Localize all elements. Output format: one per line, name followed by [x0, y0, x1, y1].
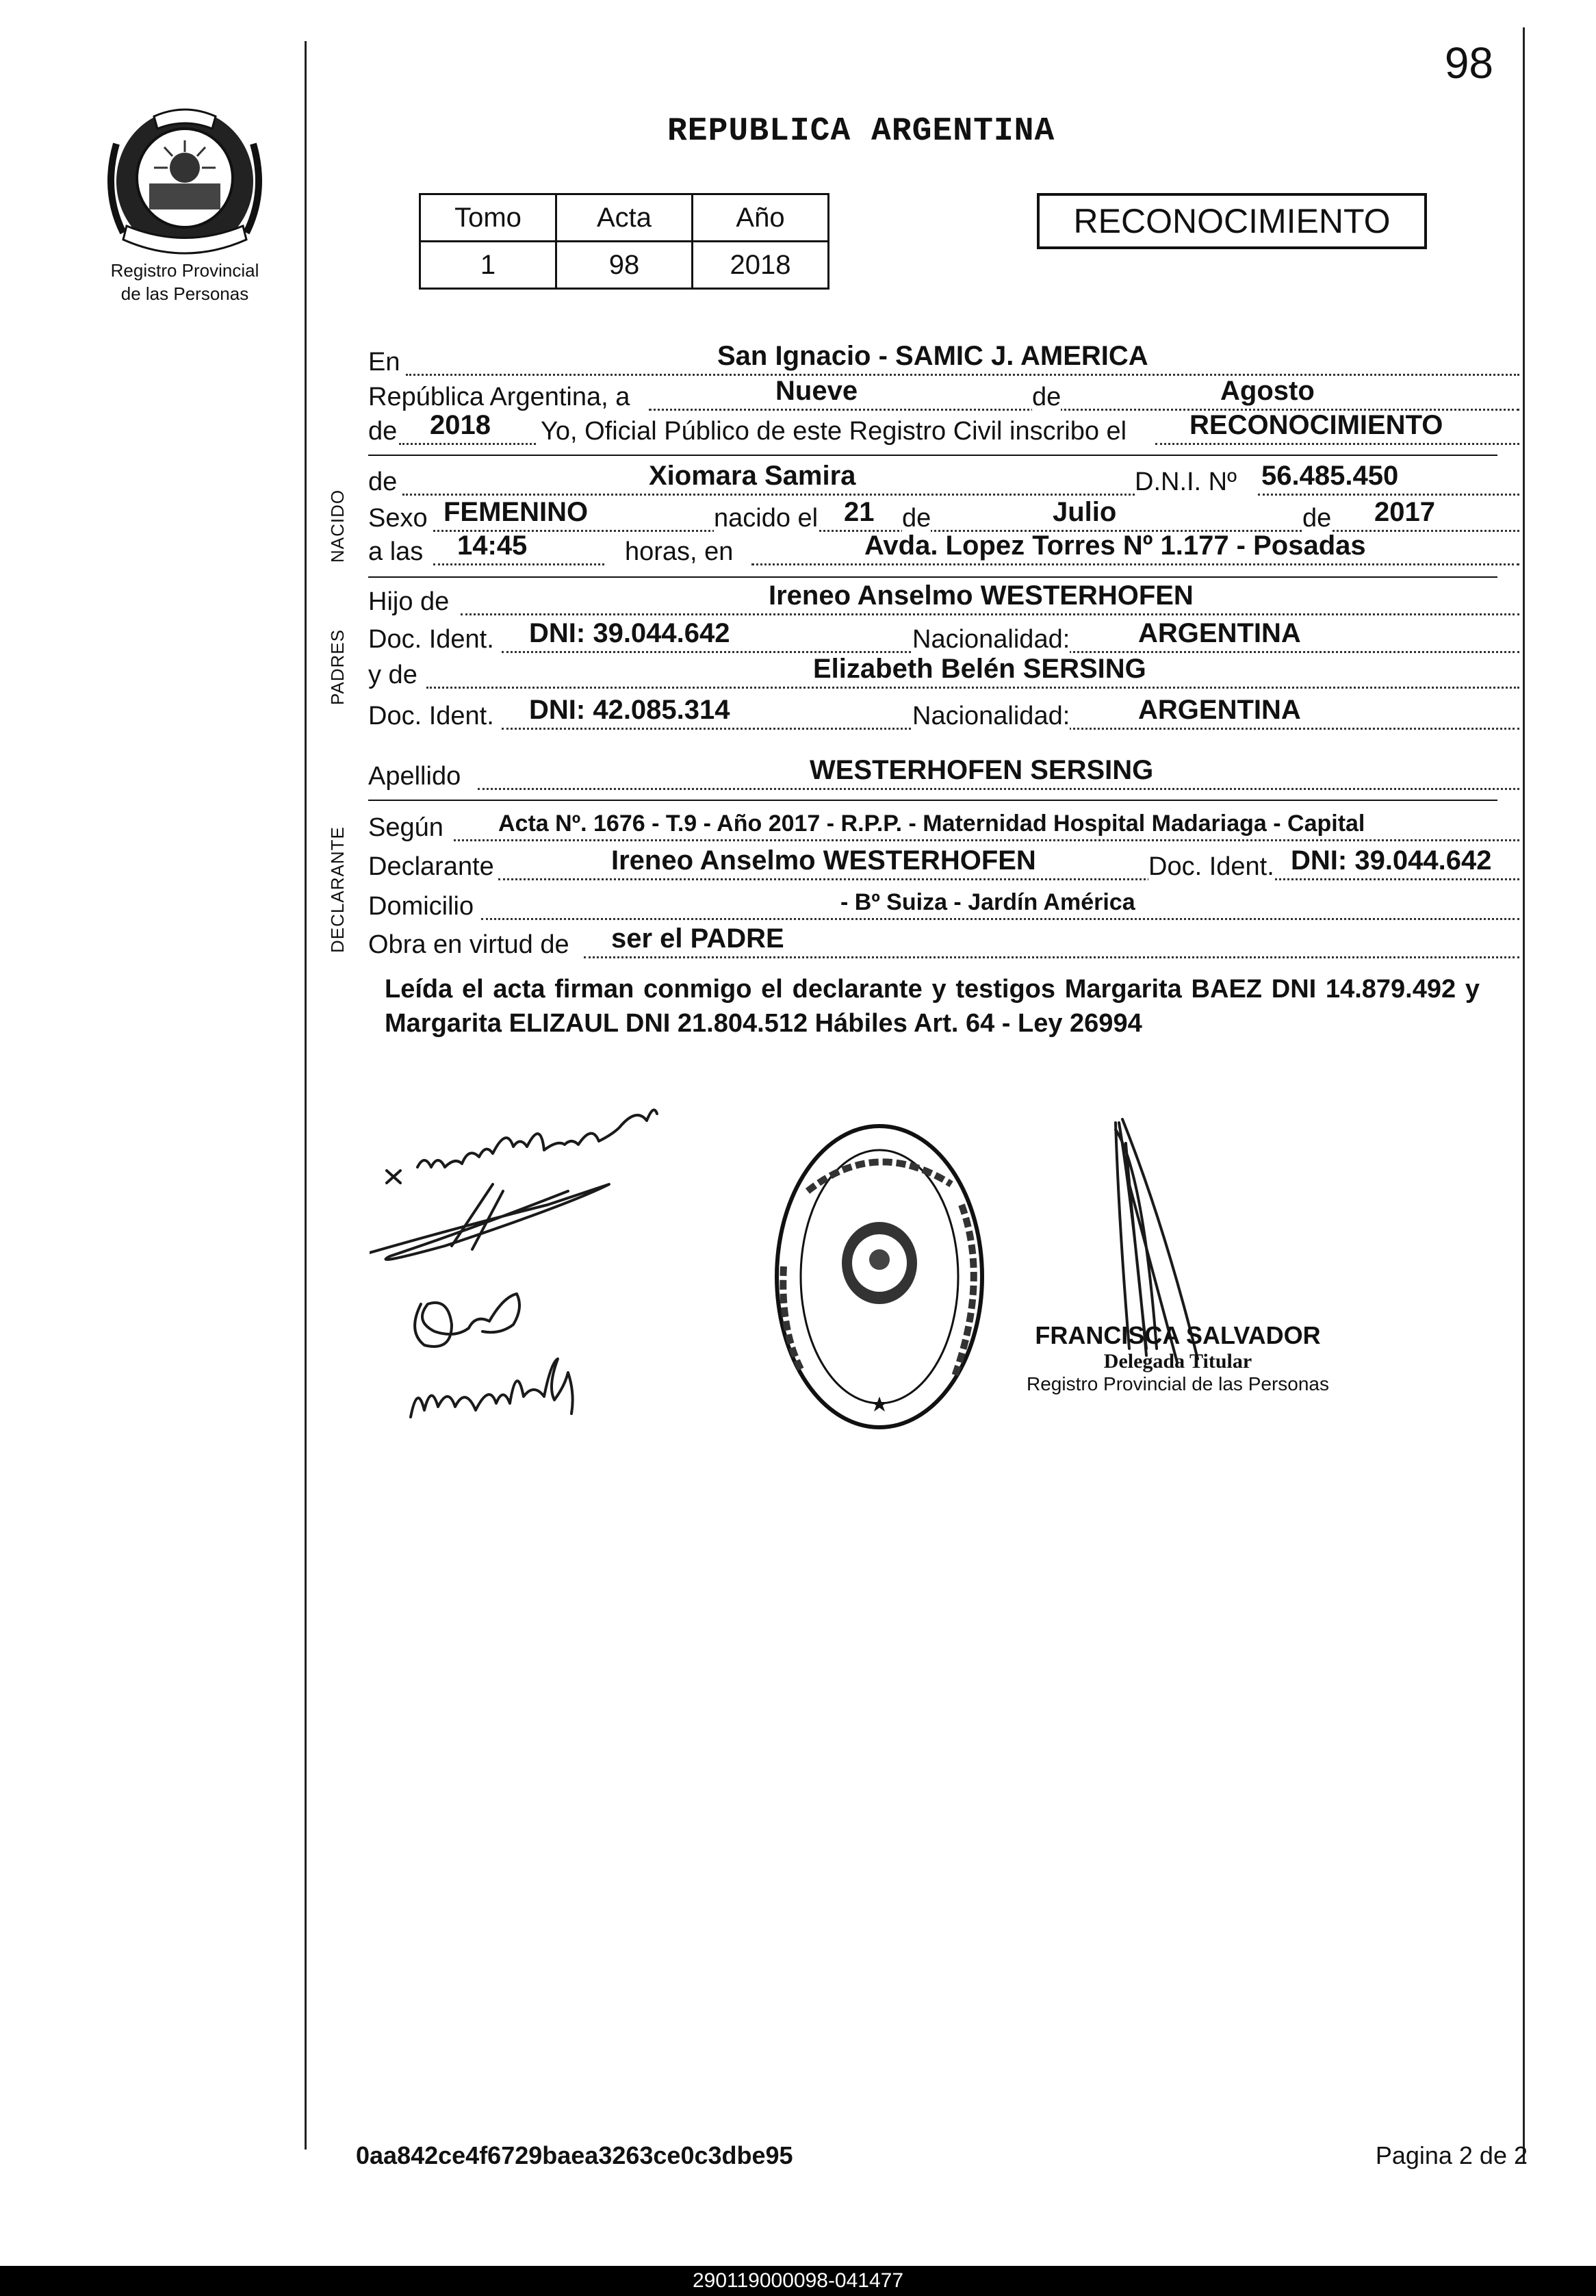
province-seal-icon	[96, 103, 274, 260]
declarant-signature-flourish	[370, 1184, 609, 1260]
value-birth-place: Avda. Lopez Torres Nº 1.177 - Posadas	[864, 531, 1366, 561]
dotted-line	[478, 788, 1519, 790]
label-en: En	[368, 348, 400, 377]
value-declarant-doc: DNI: 39.044.642	[1291, 845, 1492, 876]
value-birth-month: Julio	[1053, 497, 1117, 527]
registry-stamp-icon	[767, 1116, 992, 1438]
dotted-line	[433, 563, 604, 565]
value-tomo: 1	[420, 242, 556, 289]
label-de-year: de	[368, 417, 398, 446]
value-segun: Acta Nº. 1676 - T.9 - Año 2017 - R.P.P. - Maternidad Hospital Madariaga - Capital	[498, 811, 1365, 837]
value-year: 2018	[430, 410, 491, 440]
row-time-place	[368, 531, 1519, 570]
row-surname	[368, 755, 1519, 794]
label-segun: Según	[368, 813, 443, 842]
value-father-name: Ireneo Anselmo WESTERHOFEN	[769, 581, 1194, 611]
label-horas: horas, en	[625, 537, 734, 566]
label-dni: D.N.I. Nº	[1135, 468, 1237, 496]
closing-statement: Leída el acta firman conmigo el declarante y testigos Margarita BAEZ DNI 14.879.492 y Margarita ELIZAUL DNI 21.804.512 Hábiles Art. 64 - Ley 26994	[385, 975, 1480, 1038]
row-mother	[368, 654, 1519, 693]
value-place-of-registration: San Ignacio - SAMIC J. AMERICA	[717, 341, 1148, 371]
header-tomo: Tomo	[420, 194, 556, 242]
caption-line-2: de las Personas	[120, 283, 249, 304]
dotted-line	[1258, 494, 1519, 496]
delegate-org: Registro Provincial de las Personas	[1027, 1373, 1329, 1394]
value-day: Nueve	[775, 376, 858, 406]
value-hour: 14:45	[457, 531, 528, 561]
caption-line-1: Registro Provincial	[110, 260, 259, 281]
left-margin-rule	[305, 41, 307, 2150]
header-acta: Acta	[556, 194, 693, 242]
label-doc-mother: Doc. Ident.	[368, 702, 494, 730]
delegate-role: Delegada Titular	[1103, 1350, 1252, 1373]
dotted-line	[751, 563, 1519, 565]
value-month: Agosto	[1220, 376, 1315, 406]
section-divider	[368, 576, 1497, 578]
row-name	[368, 461, 1519, 500]
section-divider	[368, 800, 1497, 801]
side-label-born: NACIDO	[327, 489, 348, 563]
label-sexo: Sexo	[368, 504, 428, 533]
value-ano: 2018	[693, 242, 829, 289]
value-mother-doc: DNI: 42.085.314	[529, 695, 730, 725]
label-inscribo: Yo, Oficial Público de este Registro Civil inscribo el	[541, 417, 1127, 446]
label-de-birthyear: de	[1302, 504, 1332, 533]
dotted-line	[426, 687, 1519, 689]
dotted-line	[1155, 443, 1519, 445]
label-nacido: nacido el	[714, 504, 819, 533]
delegate-name: FRANCISCA SALVADOR	[1035, 1321, 1321, 1349]
label-obra: Obra en virtud de	[368, 930, 569, 959]
act-type-box: RECONOCIMIENTO	[1037, 193, 1427, 249]
pagination: Pagina 2 de 2	[1375, 2141, 1528, 2169]
dotted-line	[454, 839, 1519, 841]
value-obra: ser el PADRE	[611, 923, 784, 954]
label-republic: República Argentina, a	[368, 383, 630, 411]
declarant-handwritten-name	[417, 1110, 657, 1167]
row-father	[368, 581, 1519, 620]
label-de-name: de	[368, 468, 398, 496]
label-doc-declarant: Doc. Ident.	[1148, 852, 1274, 881]
right-margin-rule	[1523, 27, 1525, 2163]
value-father-doc: DNI: 39.044.642	[529, 618, 730, 648]
value-inscribo: RECONOCIMIENTO	[1189, 410, 1443, 440]
value-domicile: - Bº Suiza - Jardín América	[840, 889, 1135, 915]
value-birth-day: 21	[844, 497, 875, 527]
dotted-line	[498, 878, 1519, 880]
row-domicile	[368, 890, 1519, 924]
label-domicilio: Domicilio	[368, 892, 474, 921]
label-nationality-father: Nacionalidad:	[912, 625, 1070, 654]
side-label-declarant: DECLARANTE	[327, 826, 348, 953]
row-mother-doc	[368, 695, 1519, 734]
value-child-name: Xiomara Samira	[649, 461, 856, 491]
value-declarant-name: Ireneo Anselmo WESTERHOFEN	[611, 845, 1036, 876]
dotted-line	[399, 443, 536, 445]
barcode-id: 290119000098-041477	[0, 2266, 1596, 2296]
value-acta: 98	[556, 242, 693, 289]
value-mother-name: Elizabeth Belén SERSING	[813, 654, 1146, 684]
value-birth-year: 2017	[1374, 497, 1435, 527]
label-de: de	[1032, 383, 1061, 411]
value-child-dni: 56.485.450	[1261, 461, 1399, 491]
signature-x-mark	[387, 1171, 400, 1183]
section-divider	[368, 455, 1497, 456]
record-header-row	[420, 194, 829, 242]
label-declarante: Declarante	[368, 852, 494, 881]
label-alas: a las	[368, 537, 424, 566]
registry-caption	[75, 259, 294, 305]
record-table	[419, 193, 829, 290]
label-de-month: de	[902, 504, 931, 533]
label-yde: y de	[368, 661, 417, 689]
handwritten-signatures	[370, 1088, 808, 1458]
row-segun	[368, 811, 1519, 845]
label-nationality-mother: Nacionalidad:	[912, 702, 1070, 730]
document-hash: 0aa842ce4f6729baea3263ce0c3dbe95	[356, 2141, 793, 2169]
value-sexo: FEMENINO	[443, 497, 589, 527]
row-declarant	[368, 845, 1519, 884]
record-value-row	[420, 242, 829, 289]
value-father-nationality: ARGENTINA	[1138, 618, 1301, 648]
row-inscription	[368, 410, 1519, 449]
value-mother-nationality: ARGENTINA	[1138, 695, 1301, 725]
dotted-line	[481, 918, 1519, 920]
row-obra	[368, 923, 1519, 962]
label-doc-father: Doc. Ident.	[368, 625, 494, 654]
document-title: REPUBLICA ARGENTINA	[667, 113, 1055, 150]
page-number: 98	[1444, 38, 1493, 88]
delegate-block	[1027, 1321, 1329, 1395]
label-apellido: Apellido	[368, 762, 461, 791]
dotted-line	[402, 494, 1138, 496]
witness2-signature	[411, 1359, 573, 1417]
row-en	[368, 341, 1519, 380]
witness1-signature	[415, 1294, 519, 1347]
value-surname: WESTERHOFEN SERSING	[810, 755, 1154, 785]
dotted-line	[406, 374, 1519, 376]
label-hijo: Hijo de	[368, 587, 450, 616]
side-label-parents: PADRES	[327, 629, 348, 705]
dotted-line	[584, 956, 1519, 958]
header-ano: Año	[693, 194, 829, 242]
dotted-line	[461, 613, 1519, 615]
row-father-doc	[368, 618, 1519, 657]
